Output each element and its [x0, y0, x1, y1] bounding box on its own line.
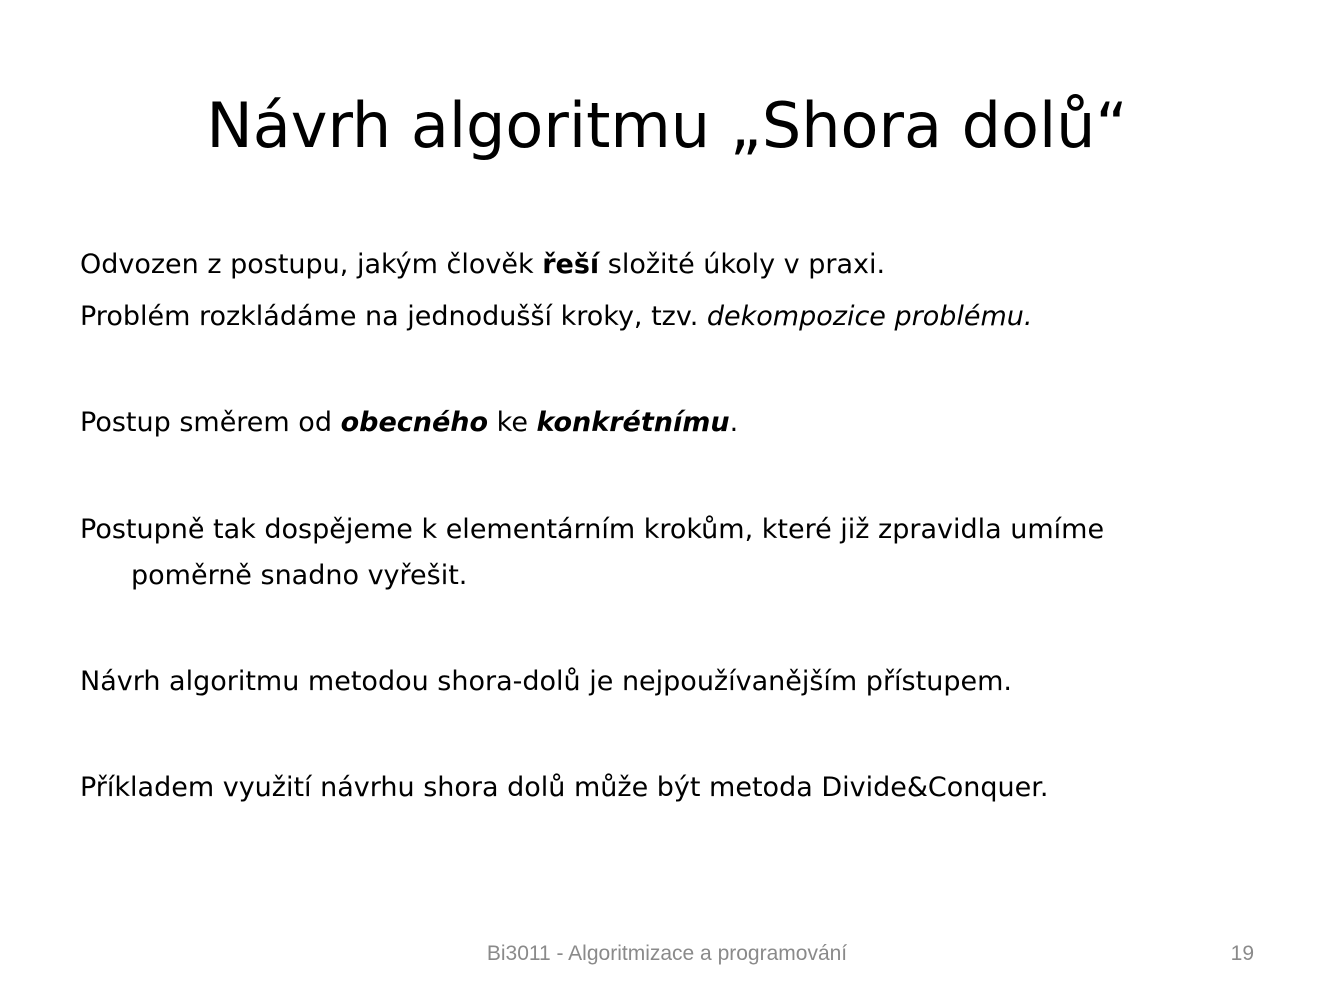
body-line-4: Postupně tak dospějeme k elementárním krokům, které již zpravidla umíme [80, 514, 1105, 545]
text-span: složité úkoly v praxi. [599, 249, 886, 280]
body-line-3 [80, 403, 738, 443]
body-line-5: Návrh algoritmu metodou shora-dolů je nejpoužívanějším přístupem. [80, 666, 1012, 697]
body-line-6: Příkladem využití návrhu shora dolů může být metoda Divide&Conquer. [80, 772, 1049, 803]
bold-span: řeší [542, 249, 600, 280]
slide-number: 19 [1230, 942, 1254, 965]
bold-italic-span: konkrétnímu [536, 407, 730, 438]
slide-title: Návrh algoritmu „Shora dolů“ [206, 89, 1128, 162]
slide-footer: Bi3011 - Algoritmizace a programování [486, 942, 848, 965]
text-span: Odvozen z postupu, jakým člověk [80, 249, 543, 280]
body-line-1 [80, 245, 885, 285]
text-span: ke [488, 407, 537, 438]
text-span: Problém rozkládáme na jednodušší kroky, tzv. [80, 301, 707, 332]
bold-italic-span: obecného [340, 407, 489, 438]
body-line-2 [80, 297, 1033, 337]
italic-span: dekompozice problému. [706, 301, 1033, 332]
body-line-4-continuation: poměrně snadno vyřešit. [131, 560, 468, 591]
text-span: Postup směrem od [80, 407, 341, 438]
text-span: . [729, 407, 739, 438]
